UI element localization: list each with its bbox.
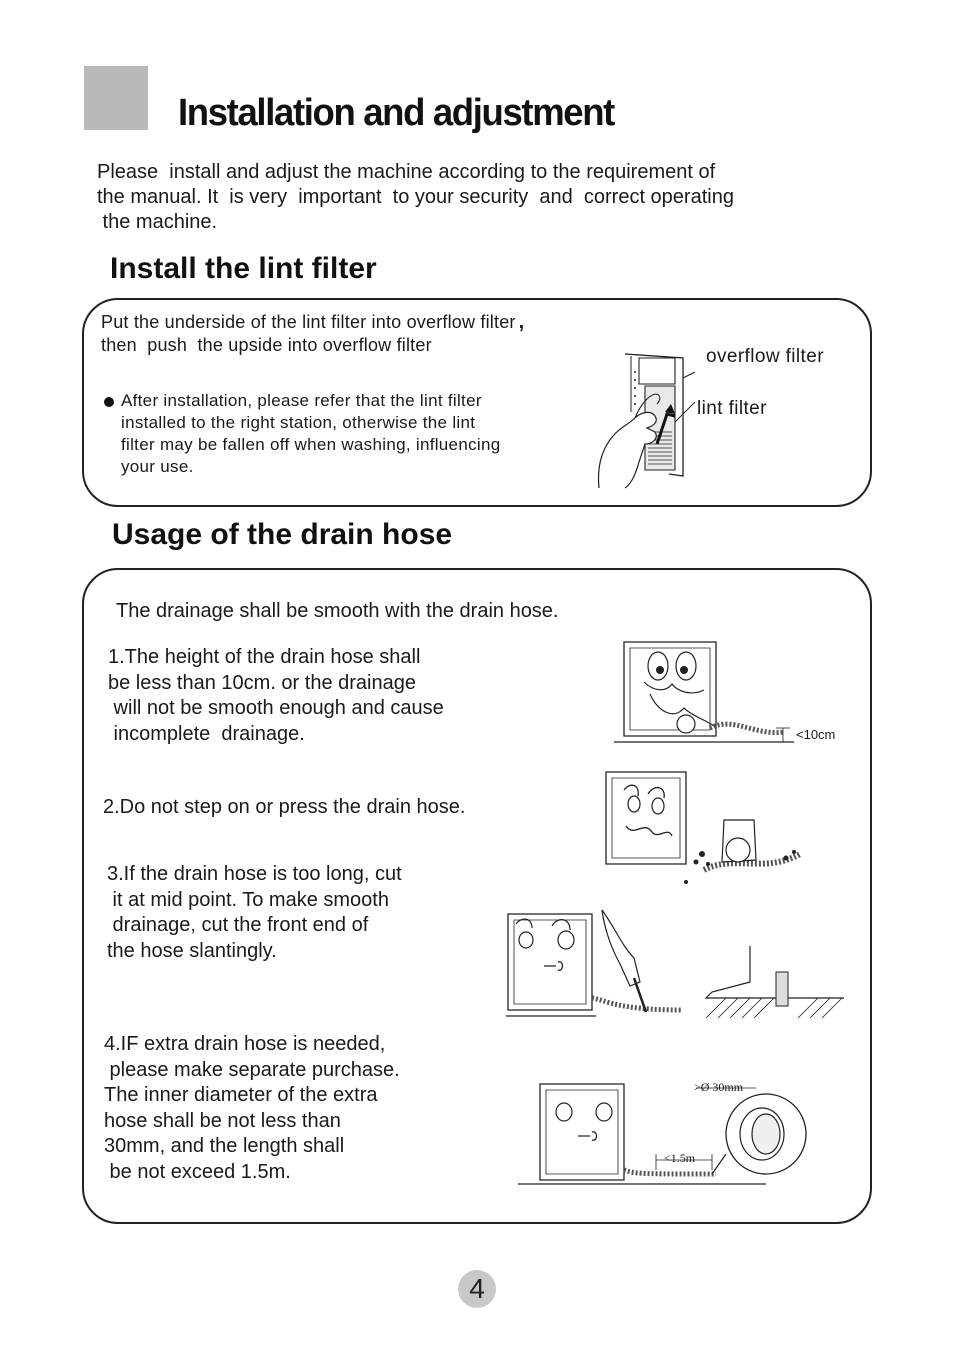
drain-item-3-line: it at mid point. To make smooth <box>107 888 389 911</box>
drain-item-4-line: 4.IF extra drain hose is needed, <box>104 1033 386 1055</box>
drain-hose-heading: Usage of the drain hose <box>112 518 453 551</box>
drain-item-4-line: be not exceed 1.5m. <box>104 1160 291 1183</box>
lint-filter-heading: Install the lint filter <box>110 252 377 285</box>
lint-instruction-comma: , <box>518 311 525 333</box>
drain-item-1-line: incomplete drainage. <box>108 722 305 745</box>
intro-paragraph <box>97 160 857 235</box>
step-on-hose-illustration <box>604 770 804 895</box>
drain-item-1-line: be less than 10cm. or the drainage <box>108 671 416 694</box>
cut-hose-illustration <box>506 906 846 1024</box>
intro-line: the manual. It is very important to your security and correct operating <box>97 186 734 208</box>
page-number: 4 <box>458 1270 496 1308</box>
lint-bullet-line: your use. <box>121 457 194 476</box>
drain-item-4-line: hose shall be not less than <box>104 1109 341 1132</box>
lint-instruction-text: Put the underside of the lint filter into overflow filter <box>101 312 516 332</box>
drain-item-3 <box>107 862 402 964</box>
lint-filter-label: lint filter <box>697 398 767 419</box>
lint-filter-illustration <box>595 352 705 490</box>
drain-item-1-line: will not be smooth enough and cause <box>108 697 444 719</box>
height-limit-label: <10cm <box>796 727 836 742</box>
overflow-filter-label: overflow filter <box>706 346 824 367</box>
lint-bullet-line: After installation, please refer that the lint filter <box>121 391 482 410</box>
drain-intro: The drainage shall be smooth with the drain hose. <box>116 600 559 622</box>
section-marker-square <box>84 66 148 130</box>
drain-item-4-line: please make separate purchase. <box>104 1058 400 1081</box>
drain-item-2: 2.Do not step on or press the drain hose. <box>103 796 466 818</box>
lint-bullet-note <box>121 390 571 478</box>
intro-line: the machine. <box>97 211 218 233</box>
drain-item-1-line: 1.The height of the drain hose shall <box>108 646 421 668</box>
bullet-dot <box>104 397 114 407</box>
drain-item-3-line: the hose slantingly. <box>107 939 277 962</box>
lint-instruction-line <box>101 311 524 334</box>
lint-bullet-line: filter may be fallen off when washing, influencing <box>121 435 501 454</box>
drain-item-3-line: drainage, cut the front end of <box>107 914 369 936</box>
drain-item-1 <box>108 645 444 747</box>
length-label: <1.5m <box>664 1151 696 1165</box>
diameter-label: >Ø 30mm <box>694 1080 744 1094</box>
page-title: Installation and adjustment <box>178 92 614 134</box>
intro-line: Please install and adjust the machine according to the requirement of <box>97 161 716 183</box>
drain-item-4-line: The inner diameter of the extra <box>104 1084 378 1106</box>
lint-bullet-line: installed to the right station, otherwise the lint <box>121 413 476 432</box>
drain-item-3-line: 3.If the drain hose is too long, cut <box>107 863 402 885</box>
extension-hose-illustration <box>516 1074 816 1186</box>
drain-item-4-line: 30mm, and the length shall <box>104 1135 345 1157</box>
drain-item-4 <box>104 1032 400 1185</box>
lint-instruction-line: then push the upside into overflow filter <box>101 335 432 355</box>
